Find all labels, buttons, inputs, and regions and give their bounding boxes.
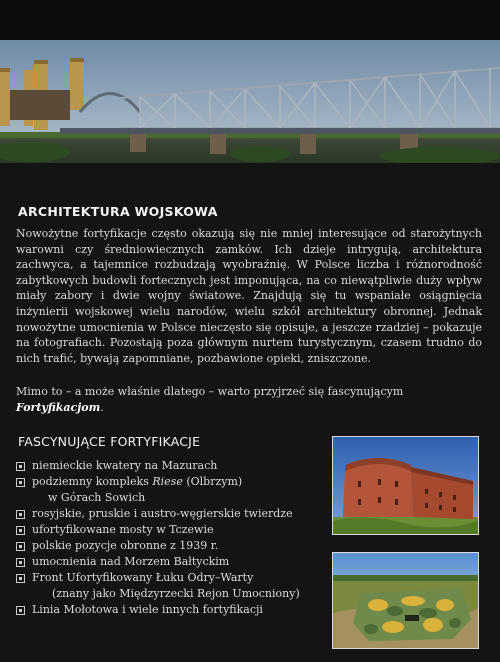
list-item	[16, 602, 326, 618]
list-item	[16, 554, 326, 570]
list-item-italic: Riese	[152, 475, 183, 488]
list-item	[16, 570, 326, 602]
list-item-text: niemieckie kwatery na Mazurach	[32, 459, 218, 472]
square-bullet-icon	[16, 542, 25, 551]
square-bullet-icon	[16, 574, 25, 583]
list-item-continuation: w Górach Sowich	[48, 491, 146, 504]
list-item-continuation: (znany jako Międzyrzecki Rejon Umocniony)	[52, 587, 300, 600]
list-item-text-after: (Olbrzym)	[182, 475, 243, 488]
square-bullet-icon	[16, 558, 25, 567]
hero-photo-bridge	[0, 40, 500, 163]
square-bullet-icon	[16, 510, 25, 519]
closing-sentence	[16, 384, 486, 415]
list-item	[16, 522, 326, 538]
square-bullet-icon	[16, 478, 25, 487]
list-item-text: polskie pozycje obronne z 1939 r.	[32, 539, 219, 552]
photo-round-fort	[332, 436, 479, 535]
list-item	[16, 458, 326, 474]
square-bullet-icon	[16, 526, 25, 535]
list-item-text: rosyjskie, pruskie i austro-węgierskie twierdze	[32, 507, 293, 520]
intro-paragraph	[16, 226, 482, 366]
list-item	[16, 538, 326, 554]
list-item-text: Linia Mołotowa i wiele innych fortyfikacji	[32, 603, 263, 616]
list-item-text: podziemny kompleks	[32, 475, 153, 488]
list-item	[16, 506, 326, 522]
square-bullet-icon	[16, 606, 25, 615]
closing-prefix: Mimo to – a może właśnie dlatego – warto przyjrzeć się fascynującym	[16, 385, 404, 398]
closing-emphasis: Fortyfikacjom	[16, 400, 101, 414]
fortifications-list	[16, 458, 326, 618]
closing-suffix: .	[100, 400, 104, 414]
intro-paragraph-text: Nowożytne fortyfikacje często okazują się nie mniej interesujące od starożytnych warowni czy średniowiecznych zamków. Ich dzieje intrygują, architektura zachwyca, a tajemnice rozbudzają wyobraźnię. W Polsce liczba i różnorodność zabytkowych budowli fortecznych jest imponująca, na co niewątpliwie duży wpływ miały zabory i dwie wojny światowe. Znajdują się tu wspaniałe osiągnięcia inżynierii wojskowej wielu narodów, wielu szkół architektury obronnej. Jednak nowożytne umocnienia w Polsce nieczęsto się opisuje, a jeszcze rzadziej – pokazuje na fotografiach. Pozostają poza głównym nurtem turystycznym, czasem trudno do nich trafić, bywają zapomniane, pozbawione opieki, zniszczone.	[16, 227, 482, 365]
list-section-title: FASCYNUJĄCE FORTYFIKACJE	[18, 434, 201, 449]
photo-camouflaged-bunker	[332, 552, 479, 649]
square-bullet-icon	[16, 462, 25, 471]
top-black-band	[0, 0, 500, 40]
list-item-text: umocnienia nad Morzem Bałtyckim	[32, 555, 230, 568]
list-item-text: ufortyfikowane mosty w Tczewie	[32, 523, 214, 536]
list-item-text: Front Ufortyfikowany Łuku Odry–Warty	[32, 571, 254, 584]
list-item	[16, 474, 326, 506]
section-title: ARCHITEKTURA WOJSKOWA	[18, 204, 218, 219]
